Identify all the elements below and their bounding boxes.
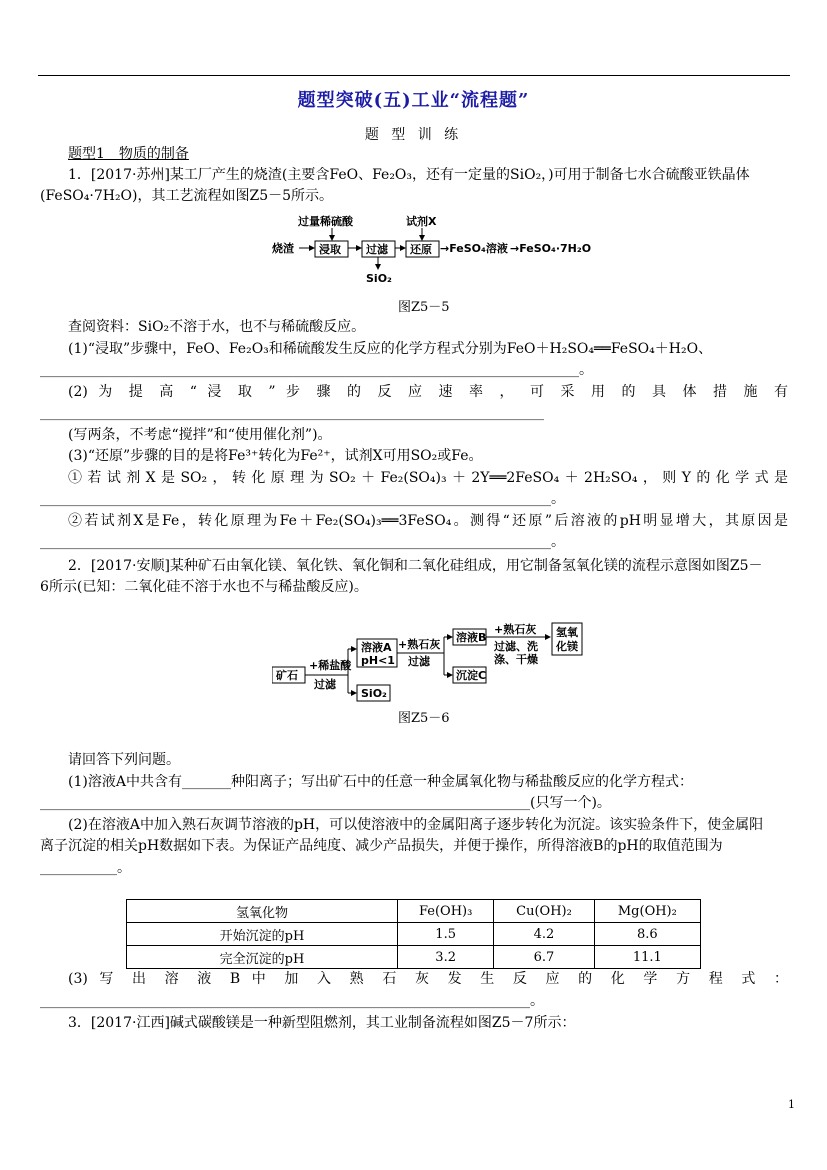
flow-reagent-x: 试剂X <box>406 215 437 228</box>
q1-sub3-b: ②若试剂X是Fe，转化原理为Fe＋Fe₂(SO₄)₃══3FeSO₄。测得“还原”后溶液的pH明显增大，其原因是 <box>68 513 788 529</box>
ph-data-table <box>126 899 701 969</box>
table-header-cell: 氢氧化物 <box>127 900 398 923</box>
q2-line1: 2．[2017·安顺]某种矿石由氧化镁、氧化铁、氧化铜和二氧化硅组成，用它制备氢氧化镁的流程示意图如图Z5－ <box>68 558 763 574</box>
table-header-cell: Cu(OH)₂ <box>494 900 594 923</box>
q1-sub1-line1: (1)“浸取”步骤中，FeO、Fe₂O₃和稀硫酸发生反应的化学方程式分别为FeO＋H₂SO₄══FeSO₄＋H₂O、 <box>68 341 713 357</box>
q1-sub2-blank: ________________________________________________________________________ <box>40 405 544 421</box>
figure-caption-z5-6: 图Z5－6 <box>398 711 450 726</box>
table-header-cell: Fe(OH)₃ <box>398 900 494 923</box>
flow-step-reduce: 还原 <box>410 243 432 256</box>
flow2-op3-line1: 过滤、洗 <box>494 640 538 653</box>
table-cell: 开始沉淀的pH <box>127 923 398 946</box>
q2-sub2-line2: 离子沉淀的相关pH数据如下表。为保证产品纯度、减少产品损失，并便于操作，所得溶液B的pH的取值范围为 <box>40 838 723 854</box>
table-cell: 8.6 <box>594 923 700 946</box>
flow2-solA-line2: pH<1 <box>361 654 395 667</box>
q2-sub2-line1: (2)在溶液A中加入熟石灰调节溶液的pH，可以使溶液中的金属阳离子逐步转化为沉淀。该实验条件下，使金属阳 <box>68 817 764 833</box>
header-rule <box>38 75 790 76</box>
flow2-solB: 溶液B <box>456 631 487 644</box>
flow2-ore: 矿石 <box>276 669 298 682</box>
table-header-cell: Mg(OH)₂ <box>594 900 700 923</box>
page-title: 题型突破(五)工业“流程题” <box>297 90 530 111</box>
flow-step-filter: 过滤 <box>366 243 388 256</box>
q1-sub2-line3: (写两条，不考虑“搅拌”和“使用催化剂”)。 <box>68 427 332 443</box>
q1-sub1-blank: _____________________________________________________________________________。 <box>40 362 593 378</box>
q2-prompt: 请回答下列问题。 <box>68 752 180 768</box>
q1-note: 查阅资料：SiO₂不溶于水，也不与稀硫酸反应。 <box>68 319 366 335</box>
q2-sub3-blank: ______________________________________________________________________。 <box>40 993 544 1009</box>
q1-line1: 1．[2017·苏州]某工厂产生的烧渣(主要含FeO、Fe₂O₃，还有一定量的SiO₂，)可用于制备七水合硫酸亚铁晶体 <box>68 167 750 183</box>
flow2-op-filter1: 过滤 <box>314 678 336 691</box>
table-cell: 11.1 <box>594 946 700 969</box>
flow2-product-line1: 氢氧 <box>556 626 578 639</box>
flow-out-crystal: →FeSO₄·7H₂O <box>510 242 592 255</box>
table-cell: 完全沉淀的pH <box>127 946 398 969</box>
table-row <box>127 946 701 969</box>
table-cell: 4.2 <box>494 923 594 946</box>
q1-line2: (FeSO₄·7H₂O)，其工艺流程如图Z5－5所示。 <box>40 188 334 204</box>
q1-sub2-line1: (2) 为 提 高 “ 浸 取 ” 步 骤 的 反 应 速 率 ， 可 采 用 的 具 体 措 施 有 <box>68 384 788 400</box>
q1-sub3-a-blank: _________________________________________________________________________。 <box>40 491 565 507</box>
page-subtitle: 题 型 训 练 <box>364 127 463 143</box>
table-cell: 1.5 <box>398 923 494 946</box>
flow2-precC: 沉淀C <box>456 669 487 682</box>
flow2-op3-line2: 涤、干燥 <box>494 653 538 666</box>
page-number: 1 <box>788 1098 795 1111</box>
flow2-reagent-lime1: +熟石灰 <box>398 638 441 651</box>
flow2-sio2: SiO₂ <box>361 687 387 700</box>
flow-out-solution: →FeSO₄溶液 <box>440 242 508 255</box>
flow2-op-filter2: 过滤 <box>408 655 430 668</box>
flow2-reagent-lime2: +熟石灰 <box>494 623 537 636</box>
flow2-solA-line1: 溶液A <box>361 641 392 654</box>
flow-input-slag: 烧渣 <box>272 242 294 255</box>
q1-sub3-b-blank: _________________________________________________________________________。 <box>40 534 565 550</box>
figure-caption-z5-5: 图Z5－5 <box>398 300 450 315</box>
flow-step-leach: 浸取 <box>319 243 341 256</box>
table-row <box>127 923 701 946</box>
q2-line2: 6所示(已知：二氧化硅不溶于水也不与稀盐酸反应)。 <box>40 579 368 595</box>
q1-sub3-line1: (3)“还原”步骤的目的是将Fe³⁺转化为Fe²⁺，试剂X可用SO₂或Fe。 <box>68 448 483 464</box>
section-heading: 题型1 物质的制备 <box>68 146 189 162</box>
flowchart-z5-5 <box>270 211 600 289</box>
q2-sub2-line3: ___________。 <box>40 860 131 876</box>
q2-sub1-line1: (1)溶液A中共含有_______种阳离子；写出矿石中的任意一种金属氧化物与稀盐酸反应的化学方程式： <box>68 774 693 790</box>
table-cell: 3.2 <box>398 946 494 969</box>
q3-line1: 3．[2017·江西]碱式碳酸镁是一种新型阻燃剂，其工业制备流程如图Z5－7所示： <box>68 1015 576 1031</box>
q1-sub3-a: ①若试剂X是SO₂，转化原理为SO₂＋Fe₂(SO₄)₃＋2Y══2FeSO₄＋2H₂SO₄，则Y的化学式是 <box>68 470 788 486</box>
table-header-row <box>127 900 701 923</box>
flow-byproduct-sio2: SiO₂ <box>366 272 392 285</box>
q2-sub3-line1: (3) 写 出 溶 液 B 中 加 入 熟 石 灰 发 生 反 应 的 化 学 方 程 式 ： <box>68 971 788 987</box>
flowchart-z5-6 <box>272 617 602 709</box>
table-cell: 6.7 <box>494 946 594 969</box>
q2-sub1-line2: ______________________________________________________________________(只写一个)。 <box>40 795 611 811</box>
flow2-reagent-hcl: +稀盐酸 <box>309 659 352 672</box>
flow-reagent-sulfuric: 过量稀硫酸 <box>298 215 353 228</box>
flow2-product-line2: 化镁 <box>556 640 578 653</box>
